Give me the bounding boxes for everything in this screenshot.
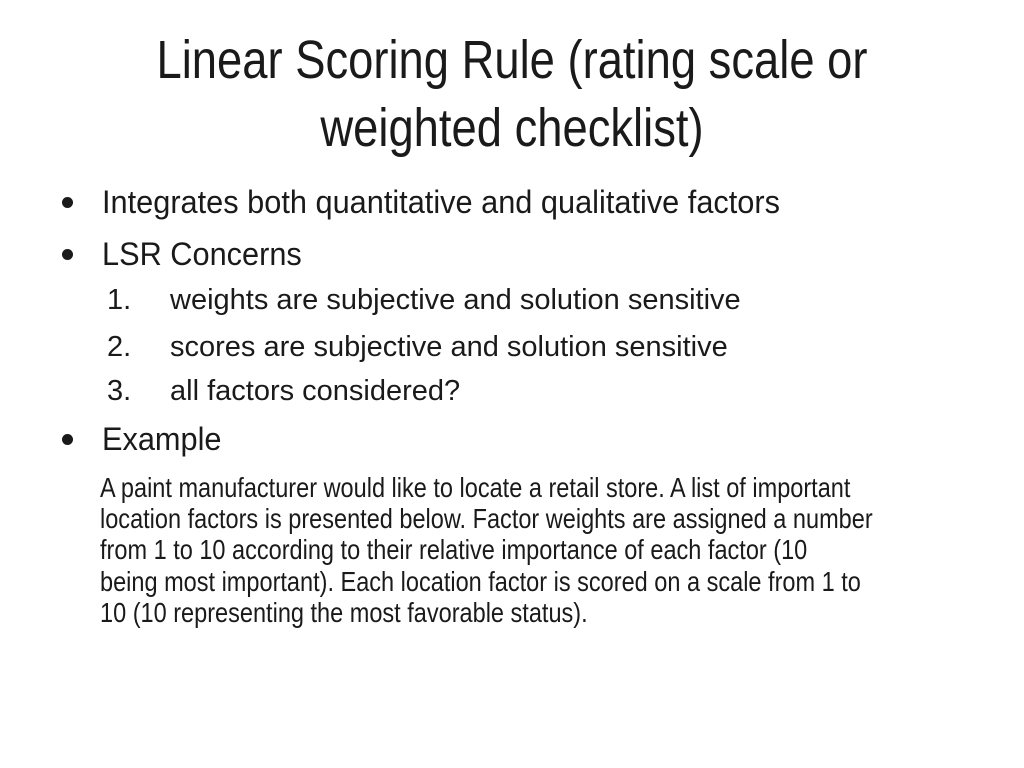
bullet-item-lsr-concerns <box>62 236 310 272</box>
bullet-item-label: Integrates both quantitative and qualitative factors <box>102 184 780 220</box>
numbered-item-3 <box>107 374 460 408</box>
bullet-icon <box>62 197 73 208</box>
bullet-item-label: LSR Concerns <box>102 236 302 272</box>
bullet-icon <box>62 249 73 260</box>
example-paragraph-line: being most important). Each location factor is scored on a scale from 1 to <box>100 565 861 597</box>
example-paragraph-line: location factors is presented below. Factor weights are assigned a number <box>100 503 873 535</box>
example-paragraph-line: A paint manufacturer would like to locate a retail store. A list of important <box>100 472 851 503</box>
numbered-item-marker: 3. <box>107 375 132 407</box>
numbered-item-marker: 1. <box>107 284 132 316</box>
slide-title-line1: Linear Scoring Rule (rating scale or <box>156 30 868 90</box>
bullet-icon <box>62 434 73 445</box>
example-paragraph <box>100 472 1020 628</box>
bullet-item-label: Example <box>102 421 222 457</box>
bullet-item-example <box>62 421 227 457</box>
numbered-item-2 <box>107 330 728 364</box>
slide-title <box>0 26 1024 162</box>
numbered-item-label: all factors considered? <box>170 375 461 407</box>
numbered-item-marker: 2. <box>107 331 132 363</box>
bullet-item-integrates <box>62 184 808 220</box>
slide-title-line2: weighted checklist) <box>320 98 704 158</box>
example-paragraph-line: from 1 to 10 according to their relative importance of each factor (10 <box>100 534 808 566</box>
numbered-item-1 <box>107 283 741 317</box>
numbered-item-label: weights are subjective and solution sensitive <box>170 284 741 316</box>
example-paragraph-line: 10 (10 representing the most favorable status). <box>100 596 588 628</box>
numbered-item-label: scores are subjective and solution sensitive <box>170 331 728 363</box>
